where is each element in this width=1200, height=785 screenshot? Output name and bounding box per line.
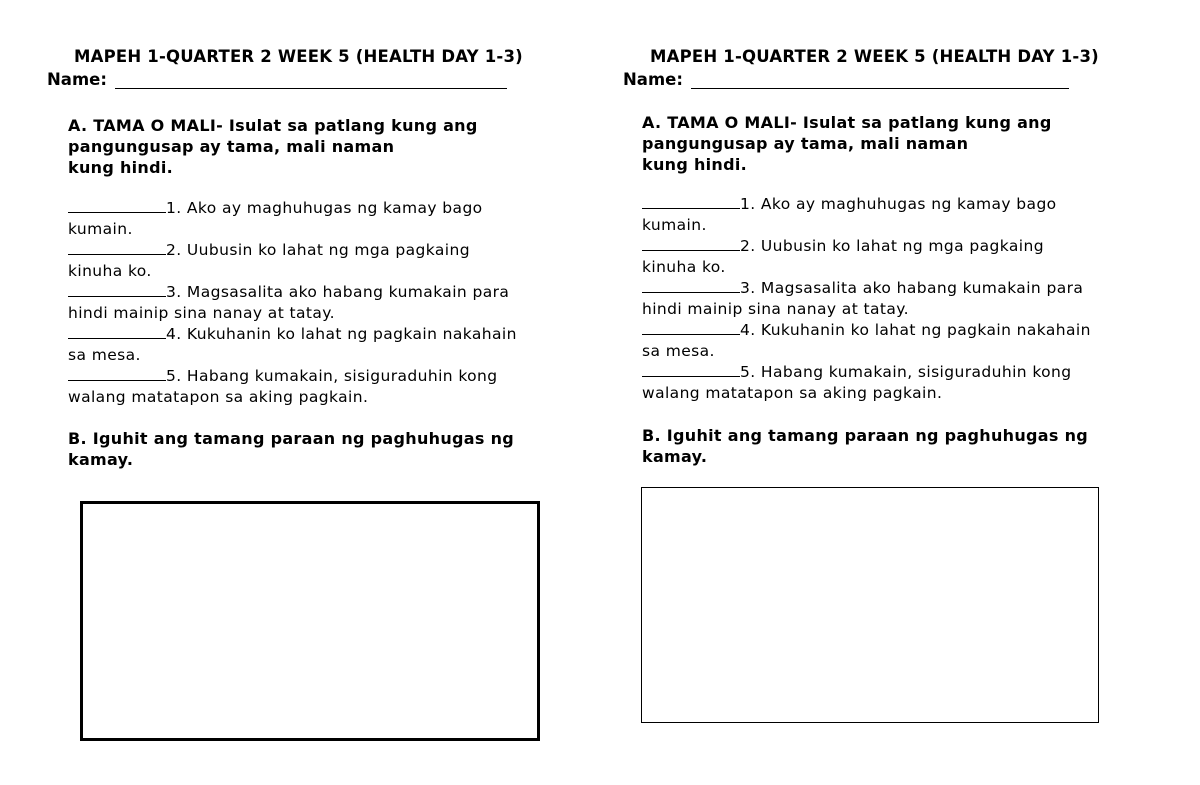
item-text: 3. Magsasalita ako habang kumakain para — [740, 279, 1084, 297]
item-text-continued: walang matatapon sa aking pagkain. — [642, 384, 943, 402]
section-a-heading-line: kung hindi. — [642, 155, 748, 174]
list-item — [68, 198, 517, 240]
item-text-continued: kinuha ko. — [642, 258, 726, 276]
item-text-continued: sa mesa. — [642, 342, 715, 360]
worksheet-right — [576, 0, 1166, 785]
list-item — [642, 194, 1091, 236]
list-item — [642, 278, 1091, 320]
list-item — [68, 282, 517, 324]
item-text: 1. Ako ay maghuhugas ng kamay bago — [166, 199, 483, 217]
list-item — [642, 362, 1091, 404]
worksheet-title: MAPEH 1-QUARTER 2 WEEK 5 (HEALTH DAY 1-3) — [650, 47, 1099, 66]
section-b-heading — [642, 425, 1088, 467]
answer-blank[interactable] — [642, 278, 740, 293]
section-a-items — [68, 198, 517, 408]
list-item — [68, 324, 517, 366]
answer-blank[interactable] — [642, 320, 740, 335]
drawing-box[interactable] — [80, 501, 540, 741]
item-text-continued: walang matatapon sa aking pagkain. — [68, 388, 369, 406]
section-b-heading-line: kamay. — [68, 450, 134, 469]
item-text: 4. Kukuhanin ko lahat ng pagkain nakahain — [166, 325, 517, 343]
name-blank-line[interactable] — [115, 74, 507, 89]
drawing-box[interactable] — [641, 487, 1099, 723]
item-text: 2. Uubusin ko lahat ng mga pagkaing — [166, 241, 470, 259]
answer-blank[interactable] — [68, 282, 166, 297]
item-text-continued: kumain. — [642, 216, 707, 234]
section-b-heading-line: B. Iguhit ang tamang paraan ng paghuhugas ng — [68, 429, 515, 448]
name-row — [47, 70, 507, 89]
item-text-continued: hindi mainip sina nanay at tatay. — [68, 304, 335, 322]
item-text-continued: hindi mainip sina nanay at tatay. — [642, 300, 909, 318]
section-a-heading-line: pangungusap ay tama, mali naman — [642, 134, 969, 153]
list-item — [642, 236, 1091, 278]
name-label: Name: — [623, 70, 683, 89]
name-row — [623, 70, 1069, 89]
item-text: 4. Kukuhanin ko lahat ng pagkain nakahain — [740, 321, 1091, 339]
section-b-heading-line: kamay. — [642, 447, 708, 466]
item-text: 5. Habang kumakain, sisiguraduhin kong — [740, 363, 1072, 381]
item-text: 5. Habang kumakain, sisiguraduhin kong — [166, 367, 498, 385]
section-a-heading — [68, 115, 478, 178]
name-blank-line[interactable] — [691, 74, 1069, 89]
section-a-heading-line: A. TAMA O MALI- Isulat sa patlang kung ang — [68, 116, 478, 135]
item-text: 2. Uubusin ko lahat ng mga pagkaing — [740, 237, 1044, 255]
worksheet-left — [0, 0, 590, 785]
worksheet-title: MAPEH 1-QUARTER 2 WEEK 5 (HEALTH DAY 1-3) — [74, 47, 523, 66]
section-b-heading-line: B. Iguhit ang tamang paraan ng paghuhugas ng — [642, 426, 1089, 445]
item-text: 1. Ako ay maghuhugas ng kamay bago — [740, 195, 1057, 213]
item-text-continued: kinuha ko. — [68, 262, 152, 280]
section-a-items — [642, 194, 1091, 404]
answer-blank[interactable] — [642, 194, 740, 209]
answer-blank[interactable] — [68, 366, 166, 381]
answer-blank[interactable] — [68, 240, 166, 255]
answer-blank[interactable] — [68, 198, 166, 213]
list-item — [68, 240, 517, 282]
section-a-heading — [642, 112, 1052, 175]
item-text: 3. Magsasalita ako habang kumakain para — [166, 283, 510, 301]
item-text-continued: sa mesa. — [68, 346, 141, 364]
answer-blank[interactable] — [68, 324, 166, 339]
list-item — [68, 366, 517, 408]
answer-blank[interactable] — [642, 236, 740, 251]
section-b-heading — [68, 428, 514, 470]
section-a-heading-line: pangungusap ay tama, mali naman — [68, 137, 395, 156]
answer-blank[interactable] — [642, 362, 740, 377]
item-text-continued: kumain. — [68, 220, 133, 238]
name-label: Name: — [47, 70, 107, 89]
list-item — [642, 320, 1091, 362]
section-a-heading-line: kung hindi. — [68, 158, 174, 177]
section-a-heading-line: A. TAMA O MALI- Isulat sa patlang kung ang — [642, 113, 1052, 132]
